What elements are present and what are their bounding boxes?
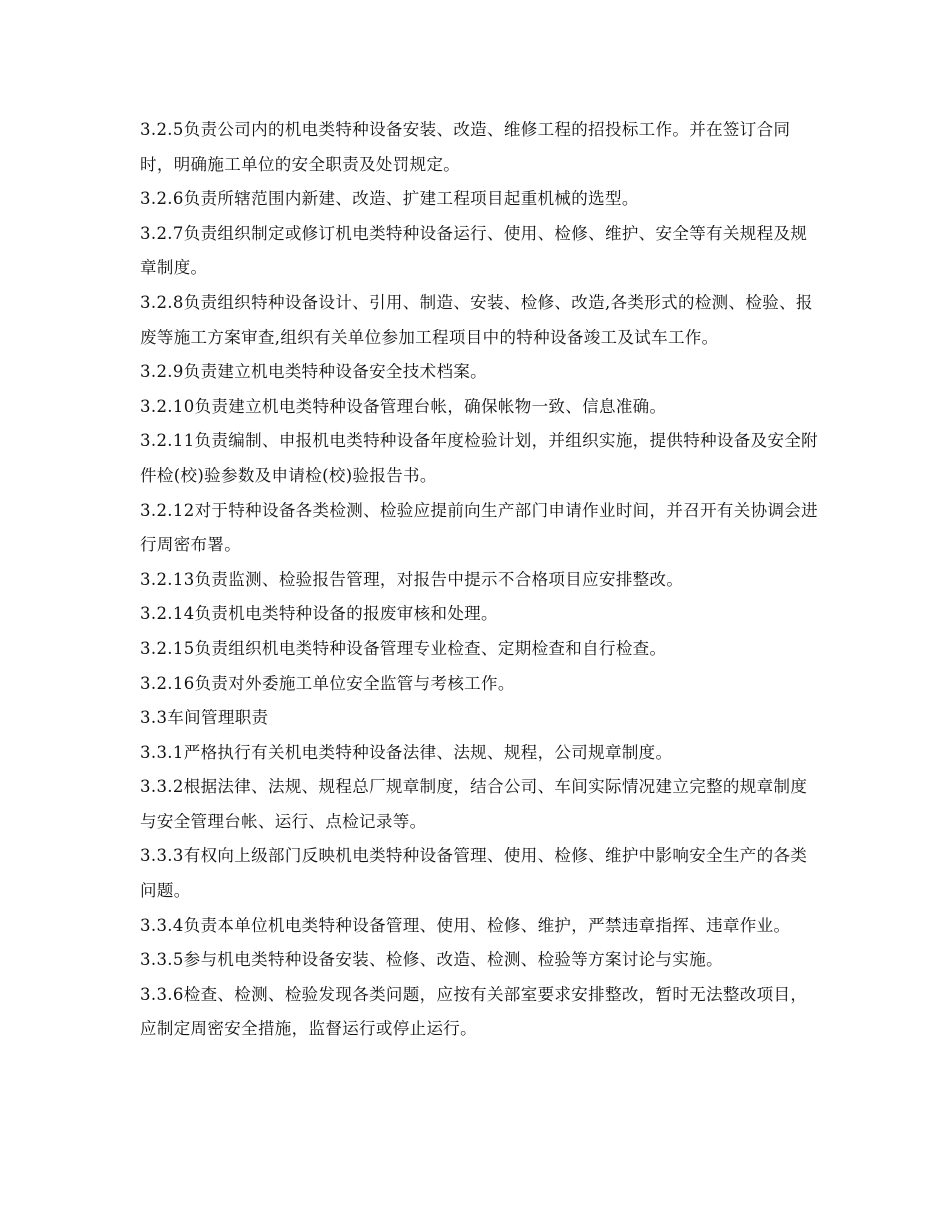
paragraph-3-2-6: 3.2.6负责所辖范围内新建、改造、扩建工程项目起重机械的选型。: [140, 189, 639, 209]
document-body: [140, 113, 820, 1047]
paragraph-3-2-12: 3.2.12对于特种设备各类检测、检验应提前向生产部门申请作业时间，并召开有关协调会进行周密布署。: [140, 500, 819, 555]
paragraph-3-2-8: 3.2.8负责组织特种设备设计、引用、制造、安装、检修、改造,各类形式的检测、检验、报废等施工方案审查,组织有关单位参加工程项目中的特种设备竣工及试车工作。: [140, 292, 813, 347]
paragraph-3-3-6: 3.3.6检查、检测、检验发现各类问题，应按有关部室要求安排整改，暂时无法整改项目，应制定周密安全措施，监督运行或停止运行。: [140, 984, 808, 1039]
paragraph-3-2-10: 3.2.10负责建立机电类特种设备管理台帐，确保帐物一致、信息准确。: [140, 396, 667, 416]
paragraph-3-2-16: 3.2.16负责对外委施工单位安全监管与考核工作。: [140, 673, 515, 693]
paragraph-3-3-2: 3.3.2根据法律、法规、规程总厂规章制度，结合公司、车间实际情况建立完整的规章制度与安全管理台帐、运行、点检记录等。: [140, 777, 808, 831]
paragraph-3-2-5: 3.2.5负责公司内的机电类特种设备安装、改造、维修工程的招投标工作。并在签订合同时，明确施工单位的安全职责及处罚规定。: [140, 120, 791, 174]
paragraph-3-3-5: 3.3.5参与机电类特种设备安装、检修、改造、检测、检验等方案讨论与实施。: [140, 950, 723, 970]
paragraph-3-3-3: 3.3.3有权向上级部门反映机电类特种设备管理、使用、检修、维护中影响安全生产的各类问题。: [140, 846, 808, 901]
section-heading-3-3: 3.3车间管理职责: [140, 708, 269, 728]
paragraph-3-2-15: 3.2.15负责组织机电类特种设备管理专业检查、定期检查和自行检查。: [140, 638, 667, 658]
paragraph-3-3-4: 3.3.4负责本单位机电类特种设备管理、使用、检修、维护，严禁违章指挥、违章作业。: [140, 915, 791, 935]
paragraph-3-2-14: 3.2.14负责机电类特种设备的报废审核和处理。: [140, 604, 498, 624]
paragraph-3-2-7: 3.2.7负责组织制定或修订机电类特种设备运行、使用、检修、维护、安全等有关规程及规章制度。: [140, 223, 808, 278]
paragraph-3-3-1: 3.3.1严格执行有关机电类特种设备法律、法规、规程，公司规章制度。: [140, 742, 673, 762]
paragraph-3-2-11: 3.2.11负责编制、申报机电类特种设备年度检验计划，并组织实施，提供特种设备及安全附件检(校)验参数及申请检(校)验报告书。: [140, 431, 819, 485]
paragraph-3-2-13: 3.2.13负责监测、检验报告管理，对报告中提示不合格项目应安排整改。: [140, 569, 684, 589]
paragraph-3-2-9: 3.2.9负责建立机电类特种设备安全技术档案。: [140, 362, 488, 382]
